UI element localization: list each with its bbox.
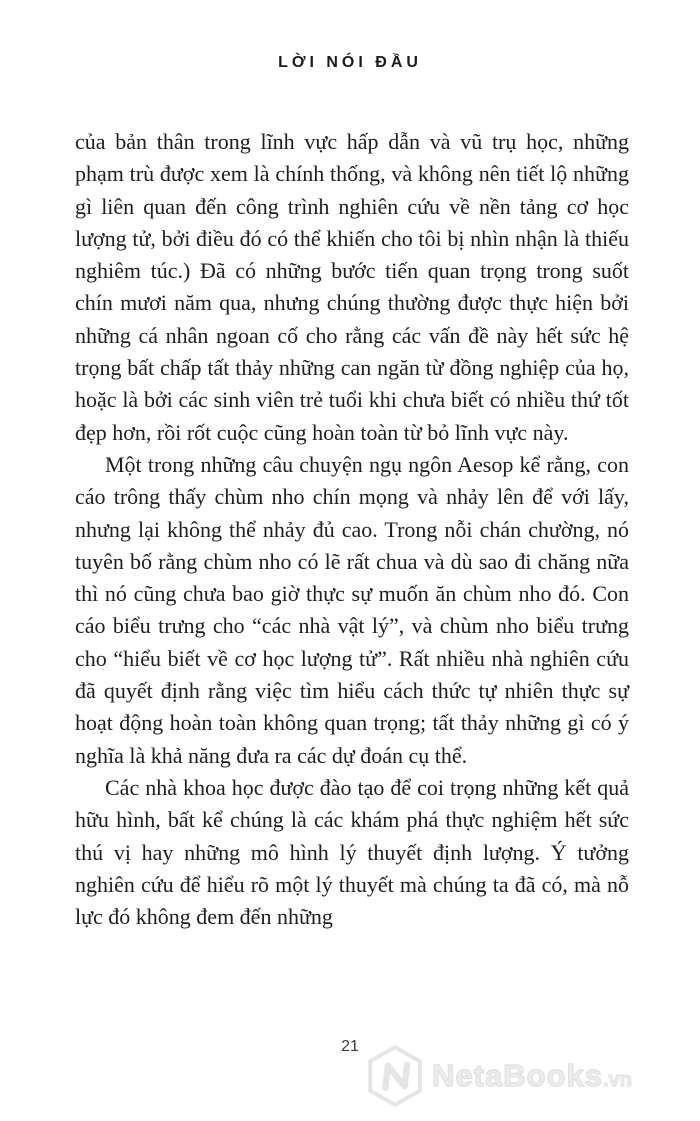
hexagon-n-icon [366,1044,424,1108]
chapter-header: LỜI NÓI ĐẦU [278,54,422,71]
body-text [75,126,629,933]
body-paragraph: Các nhà khoa học được đào tạo để coi trọng những kết quả hữu hình, bất kể chúng là các khám phá thực nghiệm hết sức thú vị hay những mô hình lý thuyết định lượng. Ý tưởng nghiên cứu để hiểu rõ một lý thuyết mà chúng ta đã có, mà nỗ lực đó không đem đến những [75,774,629,930]
watermark-text [432,1058,632,1094]
watermark-brand: NetaBooks [432,1058,603,1093]
body-paragraph: Một trong những câu chuyện ngụ ngôn Aesop kể rằng, con cáo trông thấy chùm nho chín mọng và nhảy lên để với lấy, nhưng lại không thể nhảy đủ cao. Trong nỗi chán chường, nó tuyên bố rằng chùm nho có lẽ rất chua và dù sao đi chăng nữa thì nó cũng chưa bao giờ thực sự muốn ăn chùm nho đó. Con cáo biểu trưng cho “các nhà vật lý”, và chùm nho biểu trưng cho “hiểu biết về cơ học lượng tử”. Rất nhiều nhà nghiên cứu đã quyết định rằng việc tìm hiểu cách thức tự nhiên thực sự hoạt động hoàn toàn không quan trọng; tất thảy những gì có ý nghĩa là khả năng đưa ra các dự đoán cụ thể. [75,451,629,768]
page-number: 21 [341,1038,359,1055]
body-paragraph: của bản thân trong lĩnh vực hấp dẫn và vũ trụ học, những phạm trù được xem là chính thống, và không nên tiết lộ những gì liên quan đến công trình nghiên cứu về nền tảng cơ học lượng tử, bởi điều đó có thể khiến cho tôi bị nhìn nhận là thiếu nghiêm túc.) Đã có những bước tiến quan trọng trong suốt chín mươi năm qua, nhưng chúng thường được thực hiện bởi những cá nhân ngoan cố cho rằng các vấn đề này hết sức hệ trọng bất chấp tất thảy những can ngăn từ đồng nghiệp của họ, hoặc là bởi các sinh viên trẻ tuổi khi chưa biết có nhiều thứ tốt đẹp hơn, rồi rốt cuộc cũng hoàn toàn từ bỏ lĩnh vực này. [75,129,629,445]
watermark-tld: .vn [602,1069,632,1091]
netabooks-watermark [366,1044,632,1108]
